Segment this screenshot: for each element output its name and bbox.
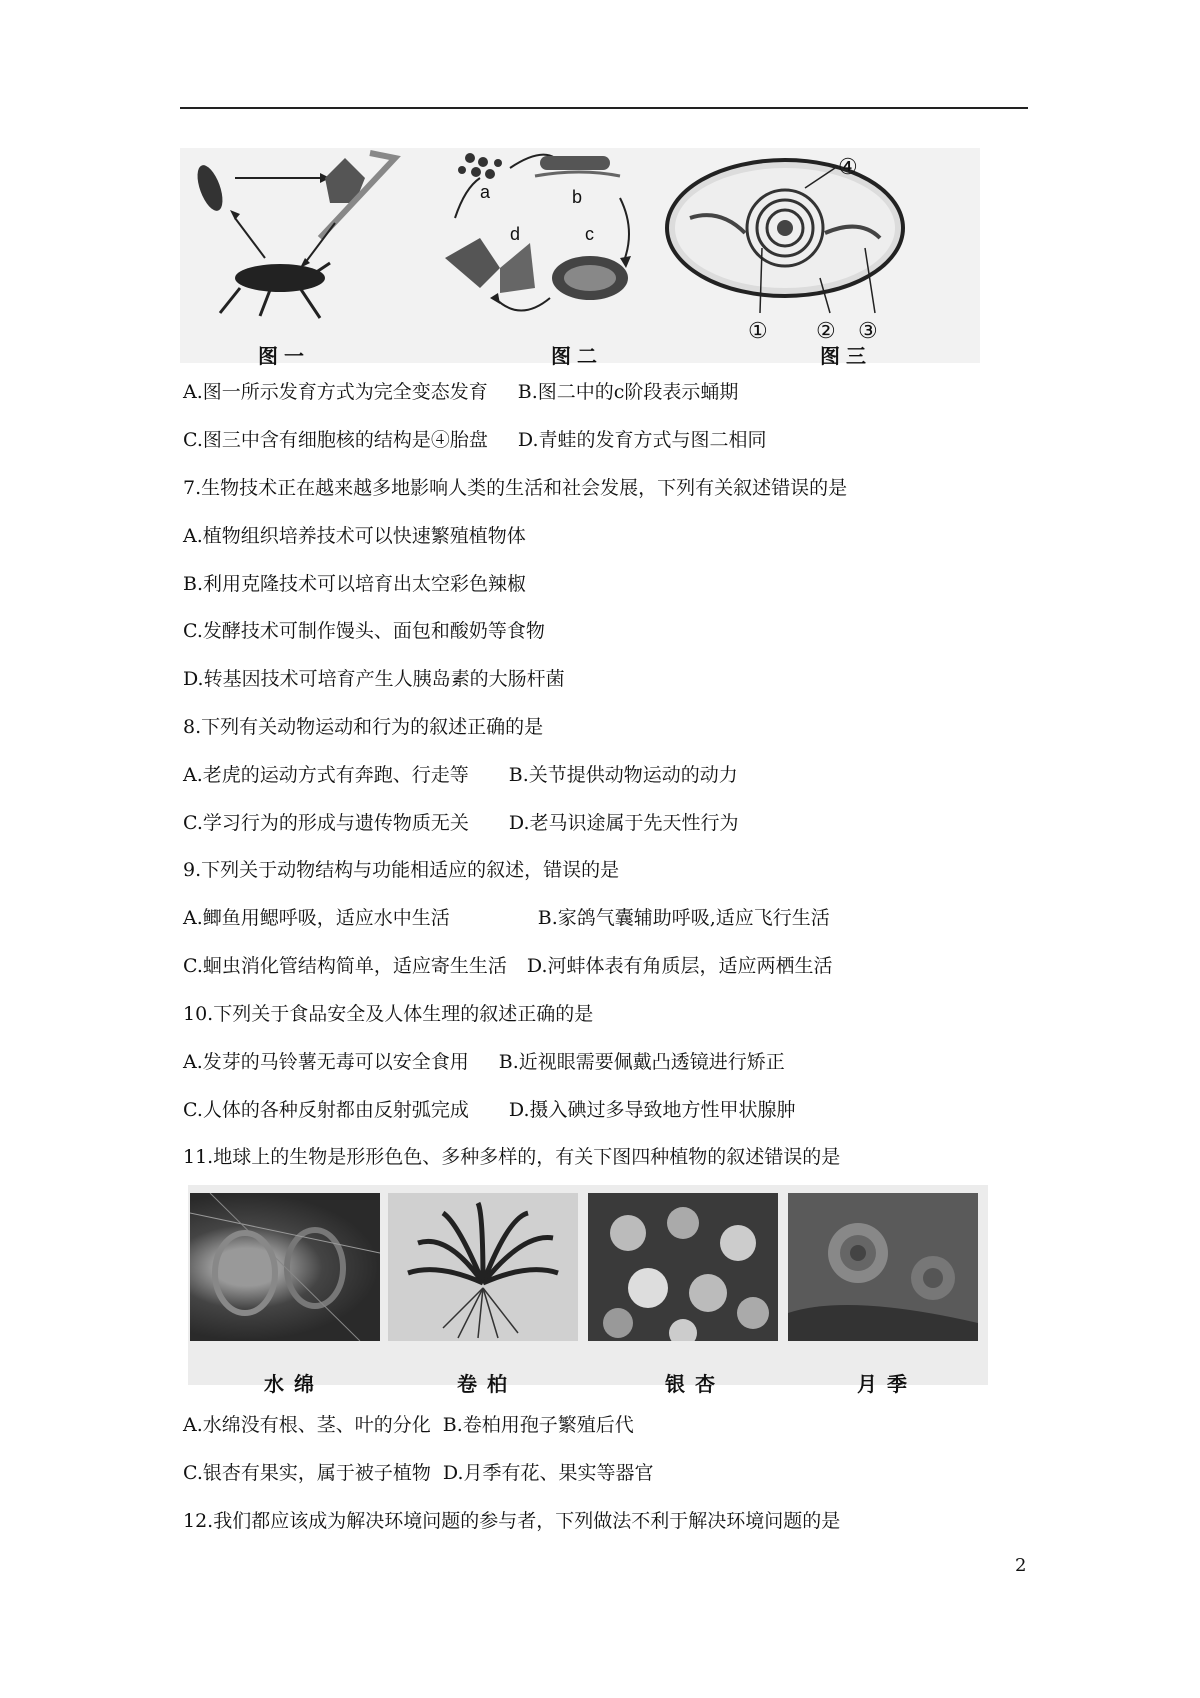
q10-options-row-1: [183, 1049, 785, 1075]
rose-photo: [788, 1193, 978, 1341]
q11-option-a: A.水绵没有根、茎、叶的分化: [183, 1414, 431, 1436]
q10-option-b: B.近视眼需要佩戴凸透镜进行矫正: [498, 1051, 785, 1073]
q10-stem: 10.下列关于食品安全及人体生理的叙述正确的是: [183, 1003, 594, 1025]
q7-option-d: D.转基因技术可培育产生人胰岛素的大肠杆菌: [183, 668, 565, 690]
q11-option-b: B.卷柏用孢子繁殖后代: [442, 1414, 634, 1436]
development-figures: [180, 148, 980, 363]
header-rule: [180, 107, 1028, 109]
plant-photo-strip: [188, 1185, 988, 1385]
q7-stem: 7.生物技术正在越来越多地影响人类的生活和社会发展，下列有关叙述错误的是: [183, 477, 848, 499]
figure-label-two: 图二: [551, 344, 603, 368]
q6-option-a: A.图一所示发育方式为完全变态发育: [183, 381, 488, 403]
plant-label-selaginella: 卷柏: [457, 1372, 517, 1396]
spirogyra-photo: [190, 1193, 380, 1341]
figure-label-three: 图三: [820, 344, 872, 368]
q9-options-row-2: [183, 953, 833, 979]
q10-option-c: C.人体的各种反射都由反射弧完成: [183, 1099, 469, 1121]
q10-option-a: A.发芽的马铃薯无毒可以安全食用: [183, 1051, 469, 1073]
plant-label-rose: 月季: [857, 1372, 917, 1396]
svg-text:d: d: [510, 224, 521, 244]
q11-option-d: D.月季有花、果实等器官: [442, 1462, 654, 1484]
q10-option-d: D.摄入碘过多导致地方性甲状腺肿: [508, 1099, 796, 1121]
svg-text:①: ①: [748, 319, 768, 344]
q9-stem: 9.下列关于动物结构与功能相适应的叙述，错误的是: [183, 859, 620, 881]
svg-text:c: c: [585, 224, 594, 244]
q8-stem: 8.下列有关动物运动和行为的叙述正确的是: [183, 716, 544, 738]
q7-option-a: A.植物组织培养技术可以快速繁殖植物体: [183, 525, 526, 547]
q11-option-c: C.银杏有果实，属于被子植物: [183, 1462, 431, 1484]
q11-options-row-1: [183, 1412, 634, 1438]
q8-options-row-2: [183, 810, 739, 836]
q7-option-c: C.发酵技术可制作馒头、面包和酸奶等食物: [183, 620, 545, 642]
q6-option-d: D.青蛙的发育方式与图二相同: [517, 429, 767, 451]
q8-option-d: D.老马识途属于先天性行为: [508, 812, 739, 834]
q9-option-a: A.鲫鱼用鳃呼吸，适应水中生活: [183, 907, 450, 929]
figure-label-one: 图一: [258, 344, 310, 368]
plant-label-spirogyra: 水绵: [264, 1372, 324, 1396]
q7-option-b: B.利用克隆技术可以培育出太空彩色辣椒: [183, 573, 527, 595]
svg-text:④: ④: [838, 155, 858, 180]
q9-option-b: B.家鸽气囊辅助呼吸,适应飞行生活: [537, 907, 830, 929]
ginkgo-photo: [588, 1193, 778, 1341]
q8-option-c: C.学习行为的形成与遗传物质无关: [183, 812, 469, 834]
q9-options-row-1: [183, 905, 830, 931]
selaginella-photo: [388, 1193, 578, 1341]
page-number: 2: [1015, 1555, 1027, 1576]
q11-options-row-2: [183, 1460, 654, 1486]
q9-option-d: D.河蚌体表有角质层，适应两栖生活: [526, 955, 833, 977]
q10-options-row-2: [183, 1097, 796, 1123]
svg-text:b: b: [572, 187, 583, 207]
plant-label-ginkgo: 银杏: [665, 1372, 725, 1396]
svg-text:a: a: [480, 182, 491, 202]
q6-options-row-2: [183, 427, 767, 453]
q11-stem: 11.地球上的生物是形形色色、多种多样的，有关下图四种植物的叙述错误的是: [183, 1146, 841, 1168]
svg-text:③: ③: [858, 319, 878, 344]
svg-text:②: ②: [816, 319, 836, 344]
q6-option-c: C.图三中含有细胞核的结构是④胎盘: [183, 429, 488, 451]
q12-stem: 12.我们都应该成为解决环境问题的参与者，下列做法不利于解决环境问题的是: [183, 1510, 841, 1532]
q8-option-b: B.关节提供动物运动的动力: [508, 764, 738, 786]
q6-option-b: B.图二中的c阶段表示蛹期: [517, 381, 739, 403]
q9-option-c: C.蛔虫消化管结构简单，适应寄生生活: [183, 955, 507, 977]
q8-option-a: A.老虎的运动方式有奔跑、行走等: [183, 764, 469, 786]
q6-options-row-1: [183, 379, 738, 405]
q8-options-row-1: [183, 762, 738, 788]
